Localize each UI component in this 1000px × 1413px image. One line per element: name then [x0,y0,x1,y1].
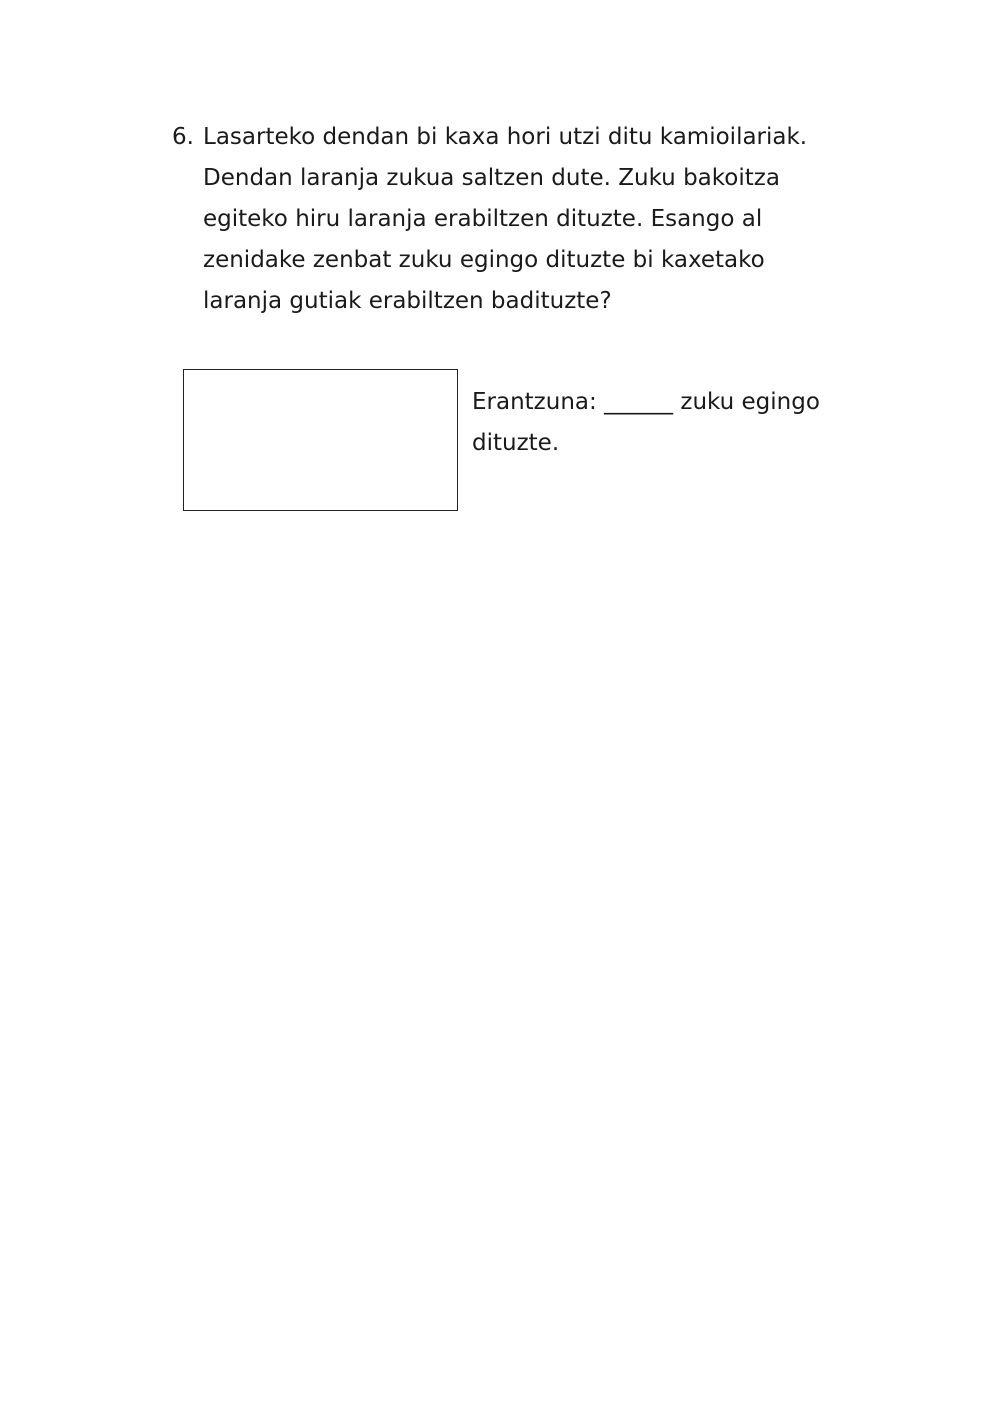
answer-line: dituzte. [472,430,560,456]
question-6 [172,117,852,322]
question-line: laranja gutiak erabiltzen badituzte? [203,288,612,314]
question-text [203,117,852,322]
question-line: egiteko hiru laranja erabiltzen dituzte. Esango al [203,206,763,232]
question-line: Dendan laranja zukua saltzen dute. Zuku bakoitza [203,165,780,191]
question-line: zenidake zenbat zuku egingo dituzte bi kaxetako [203,247,765,273]
answer-line: Erantzuna: ______ zuku egingo [472,389,820,415]
answer-text [472,382,872,464]
work-box[interactable] [183,369,458,511]
question-number: 6. [172,124,194,150]
question-line: Lasarteko dendan bi kaxa hori utzi ditu kamioilariak. [203,124,808,150]
